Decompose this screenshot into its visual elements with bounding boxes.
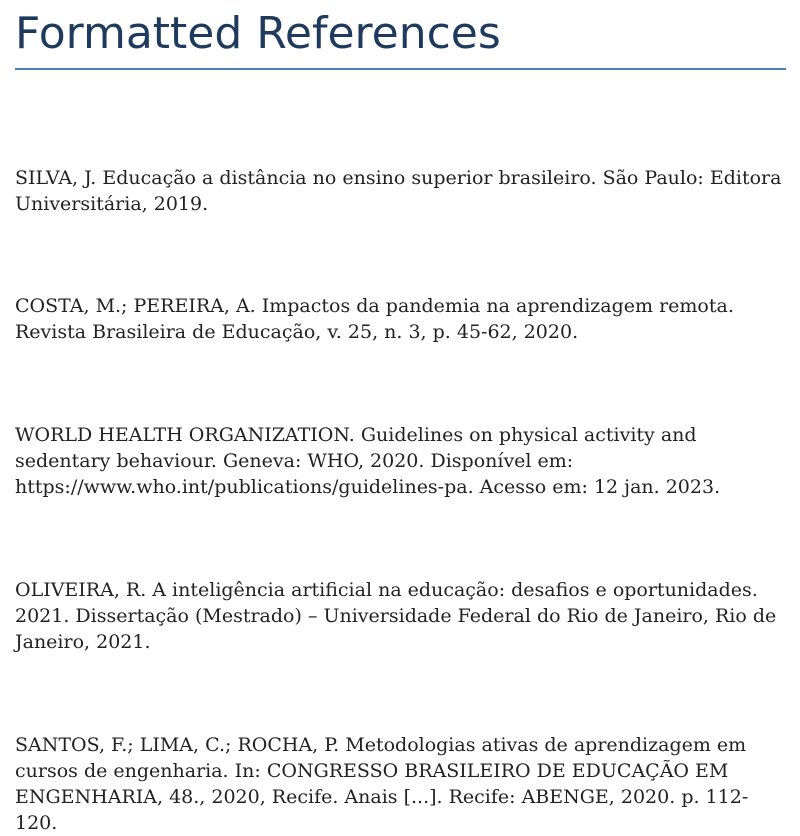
reference-item: WORLD HEALTH ORGANIZATION. Guidelines on physical activity and sedentary behaviour. Geneva: WHO, 2020. Disponível em: https://www.who.int/publications/guidelines-pa. Acesso em: 12 jan. 2023.	[15, 424, 721, 498]
page-title: Formatted References	[15, 8, 501, 59]
reference-item: SILVA, J. Educação a distância no ensino superior brasileiro. São Paulo: Editora Universitária, 2019.	[15, 167, 782, 215]
document-page	[15, 0, 786, 834]
reference-item: COSTA, M.; PEREIRA, A. Impactos da pandemia na aprendizagem remota. Revista Brasileira de Educação, v. 25, n. 3, p. 45-62, 2020.	[15, 295, 734, 343]
title-divider	[15, 68, 786, 70]
reference-item: SANTOS, F.; LIMA, C.; ROCHA, P. Metodologias ativas de aprendizagem em cursos de engenharia. In: CONGRESSO BRASILEIRO DE EDUCAÇÃO EM ENGENHARIA, 48., 2020, Recife. Anais [...]. Recife: ABENGE, 2020. p. 112-120.	[15, 734, 749, 834]
reference-item: OLIVEIRA, R. A inteligência artificial na educação: desafios e oportunidades. 2021. Dissertação (Mestrado) – Universidade Federal do Rio de Janeiro, Rio de Janeiro, 2021.	[15, 579, 777, 653]
